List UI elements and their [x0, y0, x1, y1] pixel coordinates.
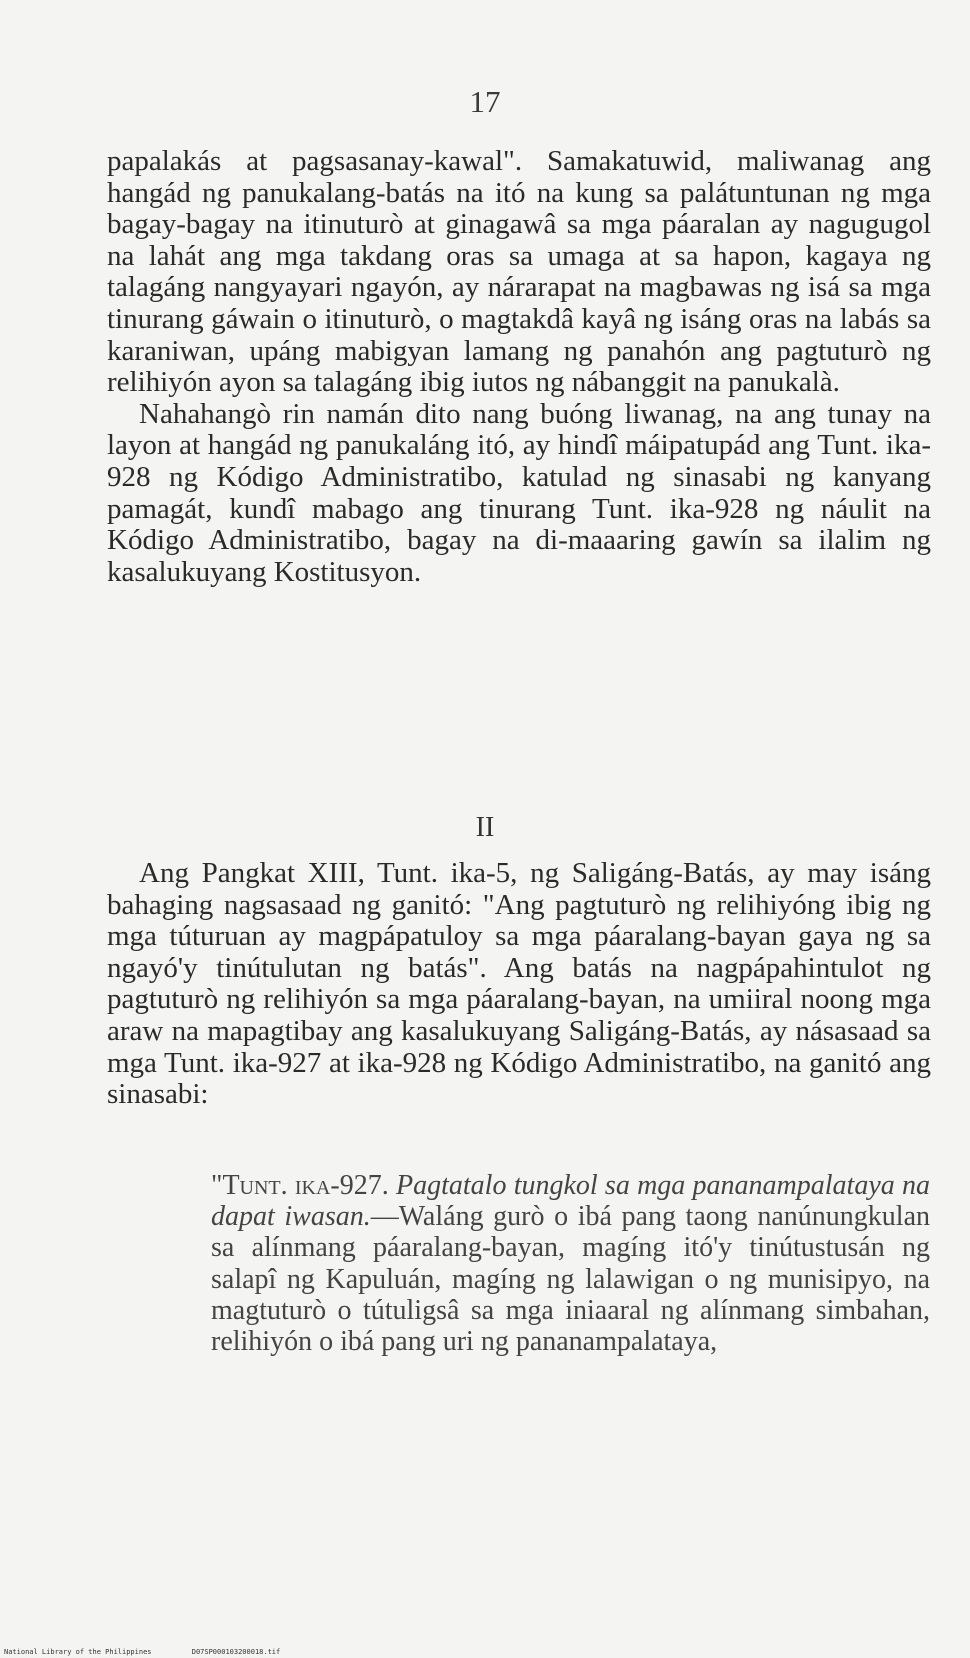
- section-heading: II: [475, 812, 495, 843]
- quote-open-mark: ": [211, 1170, 223, 1201]
- quote-section-label: Tunt. ika-927.: [222, 1170, 389, 1201]
- quoted-law: [211, 1170, 930, 1357]
- page-number: 17: [469, 84, 501, 119]
- paragraph-1: papalakás at pagsasanay-kawal". Samakatuwid, maliwanag ang hangád ng panukalang-batás na itó na kung sa palátuntunan ng mga bagay-bagay na itinuturò at ginagawâ sa mga páaralan ay nagugugol na lahát ang mga takdang oras sa umaga at sa hapon, kagaya ng talagáng nangyayari ngayón, ay nárarapat na magbawas ng isá sa mga tinurang gáwain o itinuturò, o magtakdâ kayâ ng isáng oras na labás sa karaniwan, upáng mabigyan lamang ng panahón ang pagtuturò ng relihiyón ayon sa talagáng ibig iutos ng nábanggit na panukalà.: [107, 145, 931, 399]
- paragraph-2: Nahahangò rin namán dito nang buóng liwanag, na ang tunay na layon at hangád ng panukaláng itó, ay hindî máipatupád ang Tunt. ika-928 ng Kódigo Administratibo, katulad ng sinasabi ng kanyang pamagát, kundî mabago ang tinurang Tunt. ika-928 ng náulit na Kódigo Administratibo, bagay na di-maaaring gawín sa ilalim ng kasalukuyang Kostitusyon.: [107, 397, 931, 588]
- quote-body: —Waláng gurò o ibá pang taong nanúnungkulan sa alínmang páaralang-bayan, magíng itó'y tinútustusán ng salapî ng Kapuluán, magíng ng lalawigan o ng munisipyo, na magtuturò o tútuligsâ sa mga iniaaral ng alínmang simbahan, relihiyón o ibá pang uri ng pananampalataya,: [211, 1201, 931, 1358]
- footer-file: D07SP000103200018.tif: [191, 1648, 281, 1656]
- footer-source: National Library of the Philippines: [4, 1648, 152, 1656]
- section-paragraph: Ang Pangkat XIII, Tunt. ika-5, ng Saligáng-Batás, ay may isáng bahaging nagsasaad ng ganitó: "Ang pagtuturò ng relihiyóng ibig ng mga túturuan ay magpápatuloy sa mga páaralang-bayan gaya ng sa ngayó'y tinútulutan ng batás". Ang batás na nagpápahintulot ng pagtuturò ng relihiyón sa mga páaralang-bayan, na umiiral noong mga araw na mapagtibay ang kasalukuyang Saligáng-Batás, ay násasaad sa mga Tunt. ika-927 at ika-928 ng Kódigo Administratibo, na ganitó ang sinasabi:: [107, 857, 931, 1111]
- quote-title: Pagtatalo tungkol sa mga pananampalataya na dapat iwasan.: [211, 1170, 930, 1233]
- body-text: [107, 146, 931, 588]
- scan-footer: [4, 1648, 316, 1656]
